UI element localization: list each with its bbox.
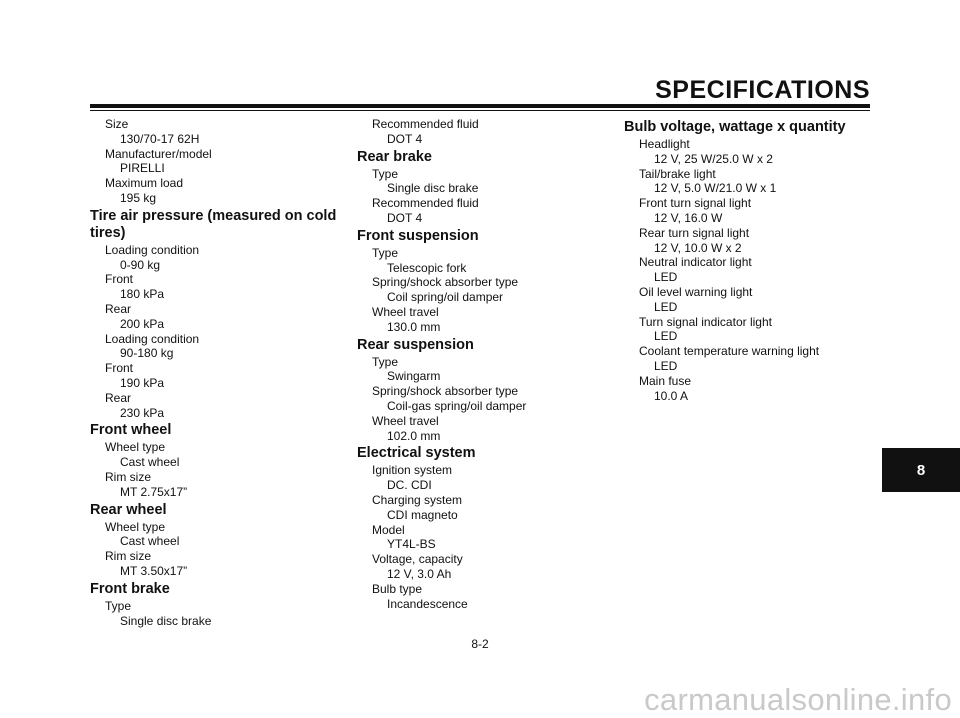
section-heading: Rear brake	[357, 148, 432, 165]
spec-label: Type	[105, 598, 132, 613]
spec-value: MT 2.75x17”	[120, 484, 188, 499]
spec-value: Incandescence	[387, 596, 468, 611]
chapter-tab[interactable]: 8	[882, 448, 960, 492]
spec-label: Spring/shock absorber type	[372, 384, 519, 399]
spec-value: 12 V, 25 W/25.0 W x 2	[654, 151, 773, 166]
spec-label: Type	[372, 166, 399, 181]
spec-label: Loading condition	[105, 331, 200, 346]
spec-value: 130.0 mm	[387, 319, 441, 334]
spec-value: 195 kg	[120, 190, 157, 205]
spec-label: Coolant temperature warning light	[639, 344, 820, 359]
header-rule-thin	[90, 110, 870, 111]
spec-label: Front	[105, 361, 134, 376]
spec-value: 12 V, 5.0 W/21.0 W x 1	[654, 181, 777, 196]
spec-label: Loading condition	[105, 242, 200, 257]
spec-value: Telescopic fork	[387, 260, 467, 275]
spec-label: Main fuse	[639, 373, 692, 388]
spec-value: DC. CDI	[387, 478, 432, 493]
spec-value: LED	[654, 299, 678, 314]
spec-value: 180 kPa	[120, 287, 165, 302]
spec-value: 230 kPa	[120, 405, 165, 420]
spec-label: Rim size	[105, 549, 152, 564]
spec-value: Swingarm	[387, 369, 441, 384]
spec-label: Maximum load	[105, 176, 184, 191]
spec-label: Oil level warning light	[639, 284, 753, 299]
spec-value: 90-180 kg	[120, 346, 174, 361]
spec-label: Type	[372, 245, 399, 260]
spec-value: LED	[654, 358, 678, 373]
spec-label: Rear	[105, 301, 132, 316]
spec-column-1	[90, 117, 340, 628]
spec-value: Cast wheel	[120, 534, 180, 549]
section-heading: Rear suspension	[357, 336, 474, 353]
spec-label: Charging system	[372, 492, 463, 507]
section-heading: Front brake	[90, 580, 170, 597]
spec-value: DOT 4	[387, 210, 423, 225]
spec-label: Spring/shock absorber type	[372, 275, 519, 290]
section-heading: Front suspension	[357, 227, 479, 244]
spec-value: 0-90 kg	[120, 257, 161, 272]
spec-label: Headlight	[639, 137, 690, 151]
spec-value: 12 V, 16.0 W	[654, 210, 723, 225]
spec-label: Wheel type	[105, 440, 166, 455]
spec-label: Voltage, capacity	[372, 552, 463, 567]
spec-label: Type	[372, 354, 399, 369]
spec-label: Wheel type	[105, 519, 166, 534]
spec-value: Single disc brake	[387, 181, 479, 196]
spec-label: Bulb type	[372, 581, 423, 596]
spec-column-2	[357, 117, 607, 611]
spec-label: Front turn signal light	[639, 196, 752, 211]
spec-label: Size	[105, 117, 129, 131]
spec-value: PIRELLI	[120, 161, 165, 176]
spec-value: 12 V, 10.0 W x 2	[654, 240, 742, 255]
spec-column-3	[624, 117, 874, 403]
spec-value: CDI magneto	[387, 507, 458, 522]
spec-label: Rear	[105, 390, 132, 405]
spec-value: 130/70-17 62H	[120, 131, 200, 146]
spec-value: Single disc brake	[120, 613, 212, 628]
page-title: SPECIFICATIONS	[655, 76, 870, 104]
spec-label: Turn signal indicator light	[639, 314, 772, 329]
spec-value: Cast wheel	[120, 455, 180, 470]
spec-label: Front	[105, 272, 134, 287]
spec-value: 190 kPa	[120, 375, 165, 390]
spec-value: 200 kPa	[120, 316, 165, 331]
spec-value: YT4L-BS	[387, 537, 436, 552]
spec-label: Wheel travel	[372, 413, 439, 428]
spec-label: Neutral indicator light	[639, 255, 752, 270]
section-heading: Bulb voltage, wattage x quantity	[624, 119, 846, 135]
spec-value: Coil-gas spring/oil damper	[387, 398, 527, 413]
spec-label: Tail/brake light	[639, 166, 716, 181]
section-heading: Electrical system	[357, 445, 476, 462]
watermark: carmanualsonline.info	[644, 682, 952, 717]
spec-label: Model	[372, 522, 405, 537]
spec-label: Rim size	[105, 469, 152, 484]
spec-value: 10.0 A	[654, 388, 689, 403]
page-number: 8-2	[471, 637, 489, 651]
section-heading: Rear wheel	[90, 501, 167, 518]
spec-label: Recommended fluid	[372, 117, 479, 131]
spec-value: Coil spring/oil damper	[387, 290, 504, 305]
spec-label: Manufacturer/model	[105, 146, 212, 161]
spec-label: Rear turn signal light	[639, 225, 750, 240]
spec-value: LED	[654, 270, 678, 285]
spec-label: Wheel travel	[372, 304, 439, 319]
spec-label: Recommended fluid	[372, 196, 479, 211]
spec-label: Ignition system	[372, 463, 453, 478]
spec-value: DOT 4	[387, 131, 423, 146]
spec-value: MT 3.50x17”	[120, 563, 188, 578]
section-heading: Front wheel	[90, 422, 172, 439]
spec-value: 12 V, 3.0 Ah	[387, 566, 452, 581]
spec-value: LED	[654, 329, 678, 344]
section-heading: Tire air pressure (measured on cold tires)	[90, 207, 337, 241]
spec-value: 102.0 mm	[387, 428, 441, 443]
header-rule-thick	[90, 104, 870, 108]
